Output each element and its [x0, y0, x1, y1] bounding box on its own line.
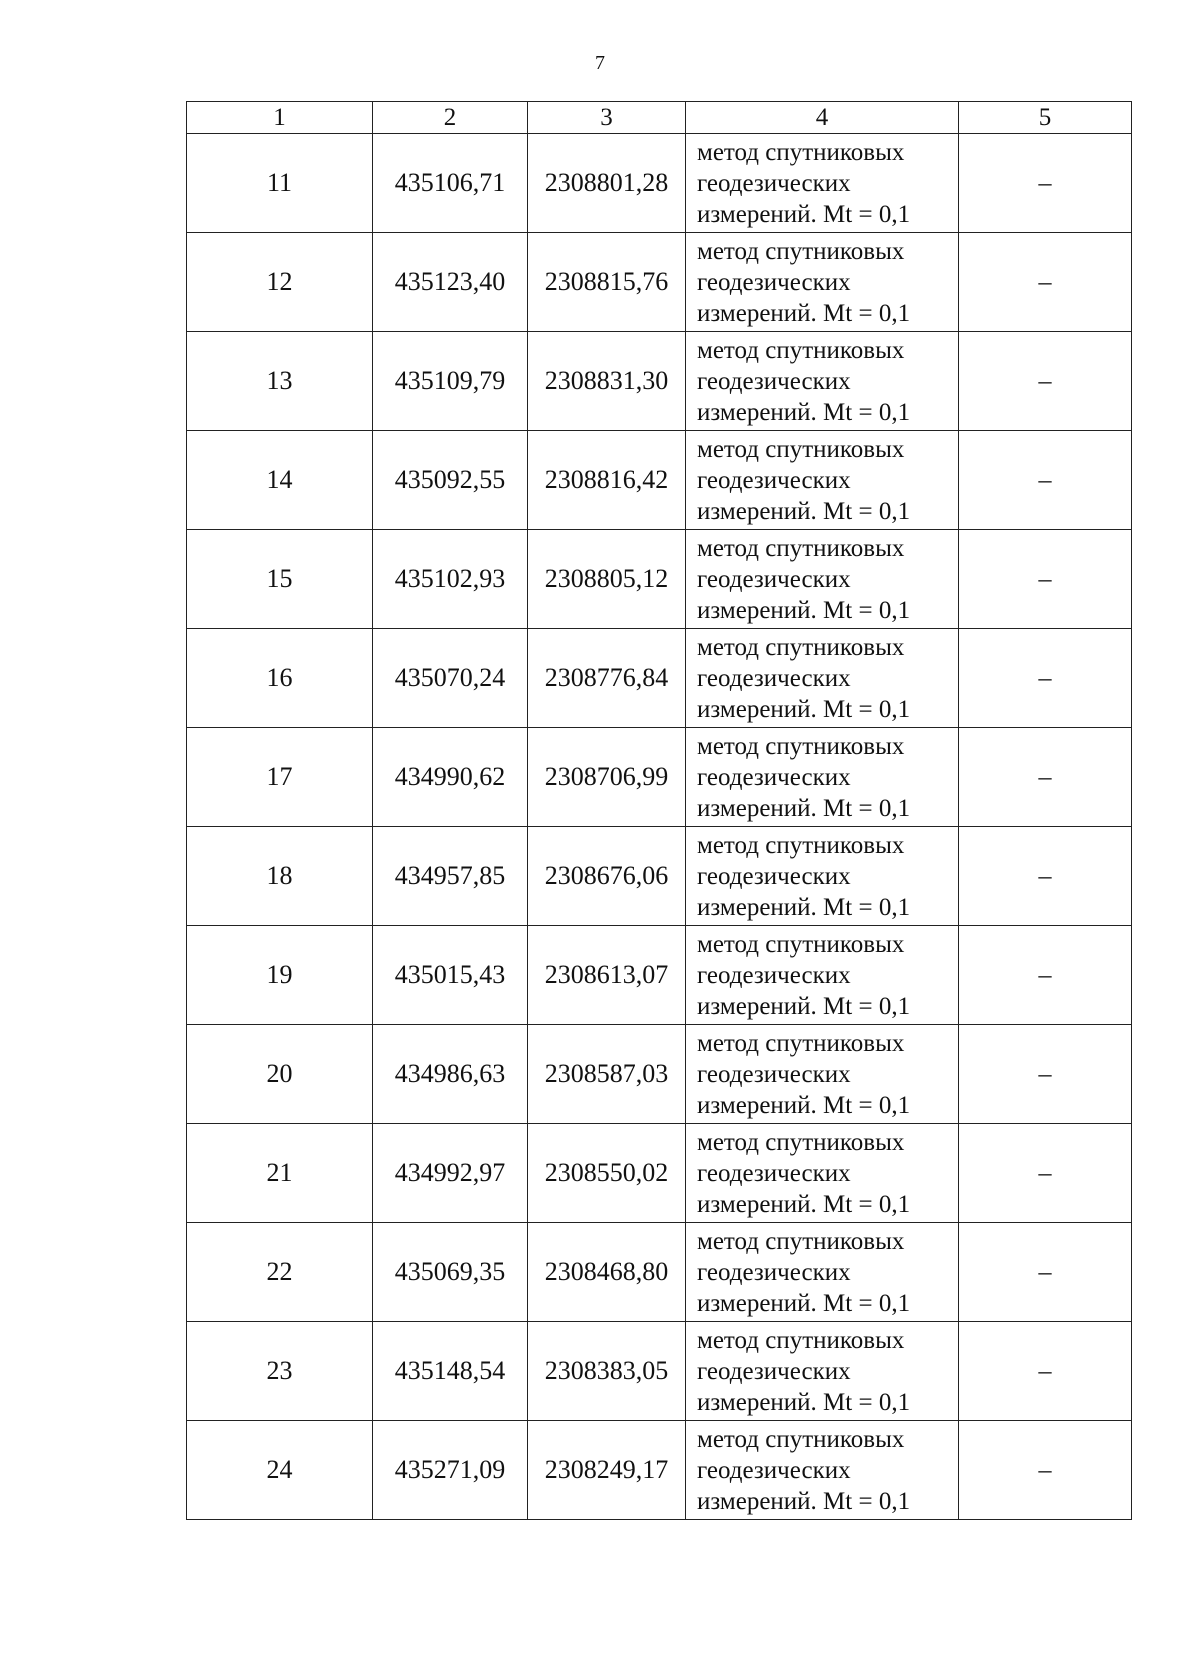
method-cell — [686, 1421, 959, 1520]
method-cell — [686, 1223, 959, 1322]
point-number-cell: 22 — [187, 1223, 373, 1322]
x-coordinate-cell: 435106,71 — [373, 134, 528, 233]
note-cell: – — [959, 530, 1132, 629]
method-line: геодезических — [697, 1159, 851, 1187]
note-cell: – — [959, 332, 1132, 431]
method-cell — [686, 530, 959, 629]
x-coordinate-cell: 434990,62 — [373, 728, 528, 827]
note-cell: – — [959, 728, 1132, 827]
method-line: измерений. Mt = 0,1 — [697, 695, 911, 723]
method-line: геодезических — [697, 1456, 851, 1484]
method-line: метод спутниковых — [697, 1227, 905, 1255]
table-row — [187, 1025, 1132, 1124]
method-line: измерений. Mt = 0,1 — [697, 992, 911, 1020]
table-row — [187, 1124, 1132, 1223]
note-cell: – — [959, 926, 1132, 1025]
method-line: метод спутниковых — [697, 336, 905, 364]
x-coordinate-cell: 434957,85 — [373, 827, 528, 926]
x-coordinate-cell: 435070,24 — [373, 629, 528, 728]
point-number-cell: 13 — [187, 332, 373, 431]
method-line: измерений. Mt = 0,1 — [697, 398, 911, 426]
method-line: геодезических — [697, 565, 851, 593]
y-coordinate-cell: 2308816,42 — [528, 431, 686, 530]
method-cell — [686, 1322, 959, 1421]
method-line: метод спутниковых — [697, 732, 905, 760]
point-number-cell: 24 — [187, 1421, 373, 1520]
method-line: геодезических — [697, 1357, 851, 1385]
header-cell-1: 1 — [187, 102, 373, 134]
table-row — [187, 431, 1132, 530]
method-line: метод спутниковых — [697, 930, 905, 958]
x-coordinate-cell: 435069,35 — [373, 1223, 528, 1322]
note-cell: – — [959, 1223, 1132, 1322]
y-coordinate-cell: 2308383,05 — [528, 1322, 686, 1421]
point-number-cell: 18 — [187, 827, 373, 926]
y-coordinate-cell: 2308613,07 — [528, 926, 686, 1025]
point-number-cell: 17 — [187, 728, 373, 827]
x-coordinate-cell: 434992,97 — [373, 1124, 528, 1223]
x-coordinate-cell: 435015,43 — [373, 926, 528, 1025]
y-coordinate-cell: 2308815,76 — [528, 233, 686, 332]
method-line: геодезических — [697, 664, 851, 692]
method-line: геодезических — [697, 1060, 851, 1088]
method-line: геодезических — [697, 763, 851, 791]
x-coordinate-cell: 435102,93 — [373, 530, 528, 629]
note-cell: – — [959, 233, 1132, 332]
y-coordinate-cell: 2308587,03 — [528, 1025, 686, 1124]
method-line: геодезических — [697, 1258, 851, 1286]
table-row — [187, 1322, 1132, 1421]
table-row — [187, 233, 1132, 332]
note-cell: – — [959, 134, 1132, 233]
method-line: метод спутниковых — [697, 138, 905, 166]
method-line: метод спутниковых — [697, 1425, 905, 1453]
table-row — [187, 530, 1132, 629]
method-line: геодезических — [697, 367, 851, 395]
method-line: измерений. Mt = 0,1 — [697, 1190, 911, 1218]
method-line: метод спутниковых — [697, 435, 905, 463]
point-number-cell: 12 — [187, 233, 373, 332]
table-row — [187, 827, 1132, 926]
method-cell — [686, 431, 959, 530]
y-coordinate-cell: 2308249,17 — [528, 1421, 686, 1520]
method-line: метод спутниковых — [697, 831, 905, 859]
method-cell — [686, 827, 959, 926]
method-line: метод спутниковых — [697, 1029, 905, 1057]
note-cell: – — [959, 1322, 1132, 1421]
method-cell — [686, 1124, 959, 1223]
note-cell: – — [959, 1421, 1132, 1520]
method-line: измерений. Mt = 0,1 — [697, 1289, 911, 1317]
header-cell-4: 4 — [686, 102, 959, 134]
page-number: 7 — [595, 52, 605, 74]
y-coordinate-cell: 2308468,80 — [528, 1223, 686, 1322]
y-coordinate-cell: 2308801,28 — [528, 134, 686, 233]
method-line: измерений. Mt = 0,1 — [697, 794, 911, 822]
header-row — [187, 102, 1132, 134]
point-number-cell: 21 — [187, 1124, 373, 1223]
method-line: метод спутниковых — [697, 1128, 905, 1156]
note-cell: – — [959, 629, 1132, 728]
point-number-cell: 14 — [187, 431, 373, 530]
method-line: измерений. Mt = 0,1 — [697, 497, 911, 525]
note-cell: – — [959, 431, 1132, 530]
y-coordinate-cell: 2308706,99 — [528, 728, 686, 827]
x-coordinate-cell: 435109,79 — [373, 332, 528, 431]
table-row — [187, 926, 1132, 1025]
note-cell: – — [959, 1025, 1132, 1124]
table-row — [187, 1421, 1132, 1520]
table-row — [187, 134, 1132, 233]
y-coordinate-cell: 2308805,12 — [528, 530, 686, 629]
method-cell — [686, 629, 959, 728]
y-coordinate-cell: 2308676,06 — [528, 827, 686, 926]
note-cell: – — [959, 1124, 1132, 1223]
method-line: метод спутниковых — [697, 1326, 905, 1354]
point-number-cell: 20 — [187, 1025, 373, 1124]
method-line: геодезических — [697, 862, 851, 890]
point-number-cell: 15 — [187, 530, 373, 629]
table-row — [187, 728, 1132, 827]
x-coordinate-cell: 435123,40 — [373, 233, 528, 332]
point-number-cell: 23 — [187, 1322, 373, 1421]
method-cell — [686, 1025, 959, 1124]
table-row — [187, 332, 1132, 431]
method-line: геодезических — [697, 268, 851, 296]
method-line: метод спутниковых — [697, 237, 905, 265]
method-cell — [686, 332, 959, 431]
x-coordinate-cell: 435092,55 — [373, 431, 528, 530]
header-cell-3: 3 — [528, 102, 686, 134]
method-cell — [686, 233, 959, 332]
point-number-cell: 19 — [187, 926, 373, 1025]
method-cell — [686, 926, 959, 1025]
method-line: измерений. Mt = 0,1 — [697, 299, 911, 327]
table-row — [187, 629, 1132, 728]
y-coordinate-cell: 2308550,02 — [528, 1124, 686, 1223]
method-line: метод спутниковых — [697, 534, 905, 562]
point-number-cell: 11 — [187, 134, 373, 233]
header-cell-2: 2 — [373, 102, 528, 134]
method-line: геодезических — [697, 169, 851, 197]
note-cell: – — [959, 827, 1132, 926]
y-coordinate-cell: 2308831,30 — [528, 332, 686, 431]
method-line: измерений. Mt = 0,1 — [697, 1388, 911, 1416]
method-line: геодезических — [697, 961, 851, 989]
x-coordinate-cell: 435148,54 — [373, 1322, 528, 1421]
method-line: измерений. Mt = 0,1 — [697, 1487, 911, 1515]
method-line: измерений. Mt = 0,1 — [697, 893, 911, 921]
method-cell — [686, 134, 959, 233]
table-body — [187, 102, 1132, 1520]
method-line: измерений. Mt = 0,1 — [697, 200, 911, 228]
x-coordinate-cell: 435271,09 — [373, 1421, 528, 1520]
header-cell-5: 5 — [959, 102, 1132, 134]
method-line: геодезических — [697, 466, 851, 494]
x-coordinate-cell: 434986,63 — [373, 1025, 528, 1124]
point-number-cell: 16 — [187, 629, 373, 728]
y-coordinate-cell: 2308776,84 — [528, 629, 686, 728]
table-row — [187, 1223, 1132, 1322]
method-line: измерений. Mt = 0,1 — [697, 596, 911, 624]
coordinates-table — [186, 101, 1132, 1520]
method-cell — [686, 728, 959, 827]
method-line: метод спутниковых — [697, 633, 905, 661]
method-line: измерений. Mt = 0,1 — [697, 1091, 911, 1119]
